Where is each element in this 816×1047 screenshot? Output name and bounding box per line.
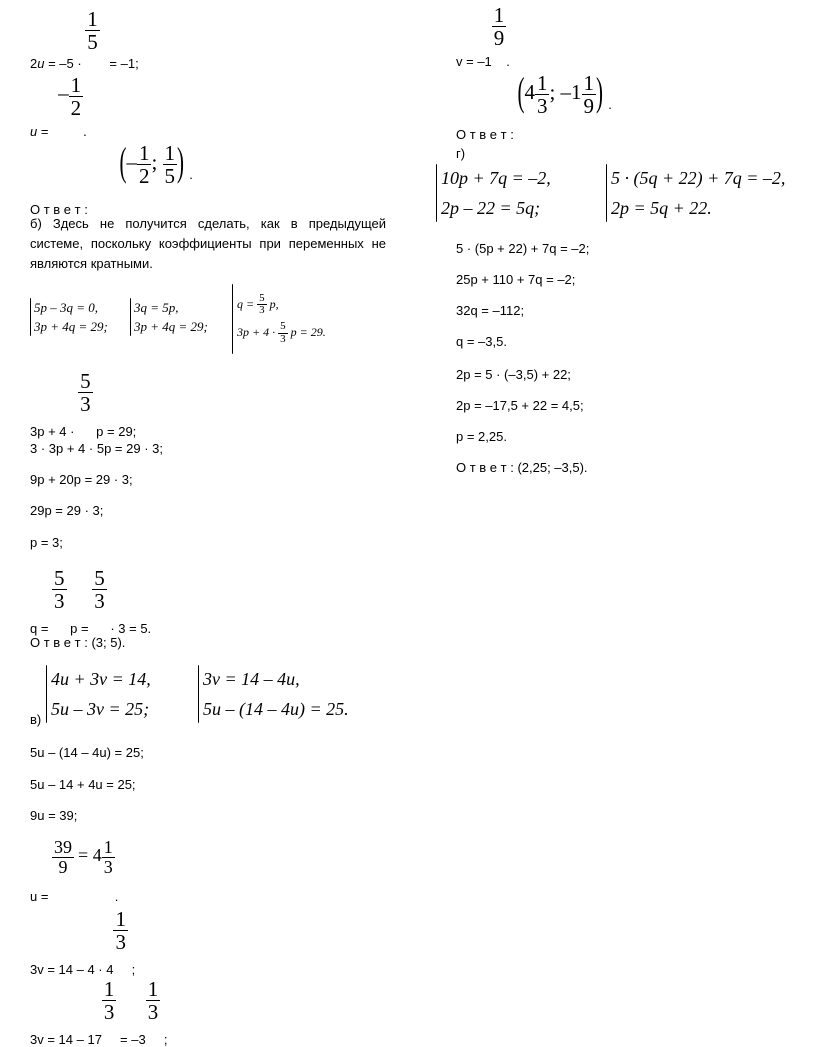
answer-value: (4 $\frac{1}{3}$ ; –1 $\frac{1}{9}$ ) <box>517 69 604 119</box>
fraction: $\frac{1}{3}$ <box>147 977 159 1025</box>
label-v: в) <box>30 712 42 727</box>
line-2u <box>30 7 139 71</box>
answer-g: О т в е т : (2,25; –3,5). <box>456 460 588 475</box>
line-v4 <box>30 837 119 904</box>
system-v1: 4u + 3v = 14, 5u – 3v = 25; <box>46 664 151 724</box>
fraction: $\frac{5}{3}$ <box>94 566 105 614</box>
fraction: $\frac{1}{3}$ <box>103 977 115 1025</box>
line-g5: 2p = 5 · (–3,5) + 22; <box>456 367 571 382</box>
var-u: u <box>37 55 45 71</box>
line-u <box>30 73 87 139</box>
line-b5: p = 3; <box>30 535 63 550</box>
system-v2: 3v = 14 – 4u, 5u – (14 – 4u) = 25. <box>198 664 349 724</box>
text: = –5 · <box>44 55 86 71</box>
fraction: $\frac{1}{2}$ <box>70 73 82 121</box>
line-b3: 9p + 20p = 29 · 3; <box>30 472 133 487</box>
label-g: г) <box>456 146 466 161</box>
fraction: $\frac{1}{3}$ <box>115 907 126 955</box>
text: = <box>37 123 49 139</box>
text: p = 29; <box>92 423 137 439</box>
line-v3: 9u = 39; <box>30 808 78 823</box>
line-b2: 3 · 3p + 4 · 5p = 29 · 3; <box>30 441 163 456</box>
line-g4: q = –3,5. <box>456 334 507 349</box>
text: p = <box>66 620 93 636</box>
answer-value: (– $\frac{1}{2}$ ; $\frac{1}{5}$ ) <box>119 139 185 189</box>
fraction: $\frac{39}{9}$ <box>54 837 73 877</box>
line-g1: 5 · (5p + 22) + 7q = –2; <box>456 241 590 256</box>
system-g1: 10p + 7q = –2, 2p – 22 = 5q; <box>436 163 551 223</box>
text: ; <box>160 1031 168 1047</box>
minus-sign: – <box>58 80 69 105</box>
line-v1: 5u – (14 – 4u) = 25; <box>30 745 144 760</box>
answer-label: О т в е т : <box>456 127 514 143</box>
line-v6 <box>30 977 168 1047</box>
system-b1: 5p – 3q = 0, 3p + 4q = 29; <box>30 298 108 336</box>
text: q = <box>30 620 53 636</box>
line-g6: 2p = –17,5 + 22 = 4,5; <box>456 398 584 413</box>
line-g2: 25p + 110 + 7q = –2; <box>456 272 576 287</box>
system-g2: 5 · (5q + 22) + 7q = –2, 2p = 5q + 22. <box>606 163 785 223</box>
system-b2: 3q = 5p, 3p + 4q = 29; <box>130 298 208 336</box>
line-v2: 5u – 14 + 4u = 25; <box>30 777 136 792</box>
answer-label: О т в е т : <box>30 202 88 218</box>
text: . <box>114 888 119 904</box>
line-g3: 32q = –112; <box>456 303 525 318</box>
text: v = –1 <box>456 53 492 69</box>
answer-v <box>456 69 612 143</box>
text: . <box>189 167 193 183</box>
text: . <box>608 97 612 113</box>
text: 3v = 14 – 17 <box>30 1031 102 1047</box>
fraction: $\frac{1}{3}$ <box>103 837 113 877</box>
text: 3p + 4 · <box>30 423 79 439</box>
fraction: $\frac{1}{9}$ <box>493 3 505 51</box>
text: 3v = 14 – 4 · 4 <box>30 961 114 977</box>
line-b4: 29p = 29 · 3; <box>30 503 104 518</box>
text: = –1; <box>109 55 139 71</box>
system-b3: q = $\frac{5}{3}$ p, 3p + 4 · $\frac{5}{3}$ p = 29. <box>232 284 326 354</box>
text: . <box>506 53 510 69</box>
text: 2 <box>30 55 38 71</box>
fraction: $\frac{5}{3}$ <box>80 369 91 417</box>
text: = –3 <box>116 1031 146 1047</box>
line-b6 <box>30 566 152 636</box>
fraction: $\frac{1}{5}$ <box>87 7 98 55</box>
line-v-final <box>456 3 510 69</box>
text: . <box>83 123 87 139</box>
answer-a <box>30 139 193 218</box>
fraction: $\frac{5}{3}$ <box>54 566 65 614</box>
text: ; <box>127 961 136 977</box>
line-g7: p = 2,25. <box>456 429 507 444</box>
answer-b: О т в е т : (3; 5). <box>30 635 126 650</box>
text: = 4 <box>78 844 102 865</box>
line-b1 <box>30 369 137 439</box>
paragraph-b: б) Здесь не получится сделать, как в предыдущей системе, поскольку коэффициенты при переменных не являются кратными. <box>30 216 386 271</box>
line-v5 <box>30 907 136 977</box>
var-u: u <box>30 123 38 139</box>
text: u = <box>30 888 53 904</box>
text: · 3 = 5. <box>106 620 152 636</box>
